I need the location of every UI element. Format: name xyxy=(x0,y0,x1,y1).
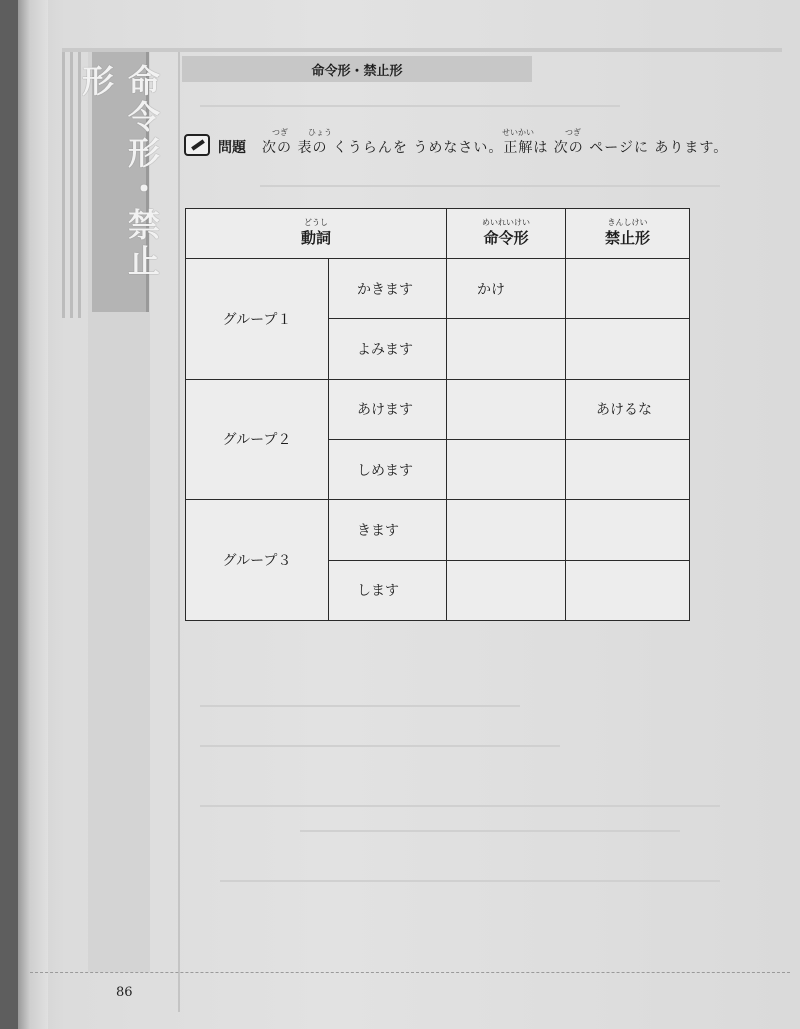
page-edge xyxy=(18,0,48,1029)
group-label: グループ３ xyxy=(186,500,329,621)
show-through xyxy=(200,805,720,807)
ruby-tsugi: つぎ xyxy=(565,128,581,137)
show-through xyxy=(260,185,720,187)
group-label: グループ２ xyxy=(186,379,329,500)
header-imperative xyxy=(447,209,566,259)
verb-cell: しめます xyxy=(329,439,447,499)
verb-cell: きます xyxy=(329,500,447,560)
group-label: グループ１ xyxy=(186,259,329,380)
prohibitive-cell[interactable] xyxy=(566,560,690,620)
table-header-row xyxy=(186,209,690,259)
table-row xyxy=(186,500,690,560)
ruby-hyou: ひょう xyxy=(308,128,332,137)
question-text: 次の 表の くうらんを うめなさい。正解は 次の ページに あります。 xyxy=(262,140,729,156)
imperative-cell[interactable] xyxy=(447,439,566,499)
imperative-cell[interactable]: かけ xyxy=(447,259,566,319)
prohibitive-cell[interactable] xyxy=(566,259,690,319)
imperative-cell[interactable] xyxy=(447,560,566,620)
verb-cell: します xyxy=(329,560,447,620)
imperative-cell[interactable] xyxy=(447,500,566,560)
page-stack-line xyxy=(62,48,65,318)
section-header xyxy=(182,56,532,82)
table-row xyxy=(186,259,690,319)
verb-cell: あけます xyxy=(329,379,447,439)
vertical-rule xyxy=(178,52,180,1012)
header-label: 動詞 xyxy=(301,229,332,247)
prohibitive-cell[interactable] xyxy=(566,500,690,560)
header-verb xyxy=(186,209,447,259)
header-ruby: きんしけい xyxy=(607,218,648,227)
ruby-tsugi: つぎ xyxy=(272,128,288,137)
verb-table xyxy=(185,208,690,621)
question-label: 問題 xyxy=(218,140,246,156)
top-rule xyxy=(62,48,782,52)
show-through xyxy=(300,830,680,832)
imperative-cell[interactable] xyxy=(447,379,566,439)
question xyxy=(184,128,784,164)
show-through xyxy=(200,745,560,747)
header-label: 禁止形 xyxy=(605,229,651,247)
ruby-seikai: せいかい xyxy=(502,128,534,137)
header-label: 命令形 xyxy=(483,229,529,247)
header-prohibitive xyxy=(566,209,690,259)
page-number: 86 xyxy=(116,985,133,1000)
chapter-tab-label: 命令形・禁止形 xyxy=(77,64,161,280)
show-through xyxy=(220,880,720,882)
header-ruby: どうし xyxy=(304,218,328,227)
prohibitive-cell[interactable]: あけるな xyxy=(566,379,690,439)
pencil-icon xyxy=(184,134,210,156)
prohibitive-cell[interactable] xyxy=(566,439,690,499)
show-through xyxy=(200,705,520,707)
verb-cell: よみます xyxy=(329,319,447,379)
show-through xyxy=(200,105,620,107)
verb-cell: かきます xyxy=(329,259,447,319)
chapter-tab xyxy=(77,52,161,312)
section-title: 命令形・禁止形 xyxy=(311,63,403,79)
table-row xyxy=(186,379,690,439)
footer-rule xyxy=(30,972,790,973)
prohibitive-cell[interactable] xyxy=(566,319,690,379)
imperative-cell[interactable] xyxy=(447,319,566,379)
header-ruby: めいれいけい xyxy=(482,218,530,227)
